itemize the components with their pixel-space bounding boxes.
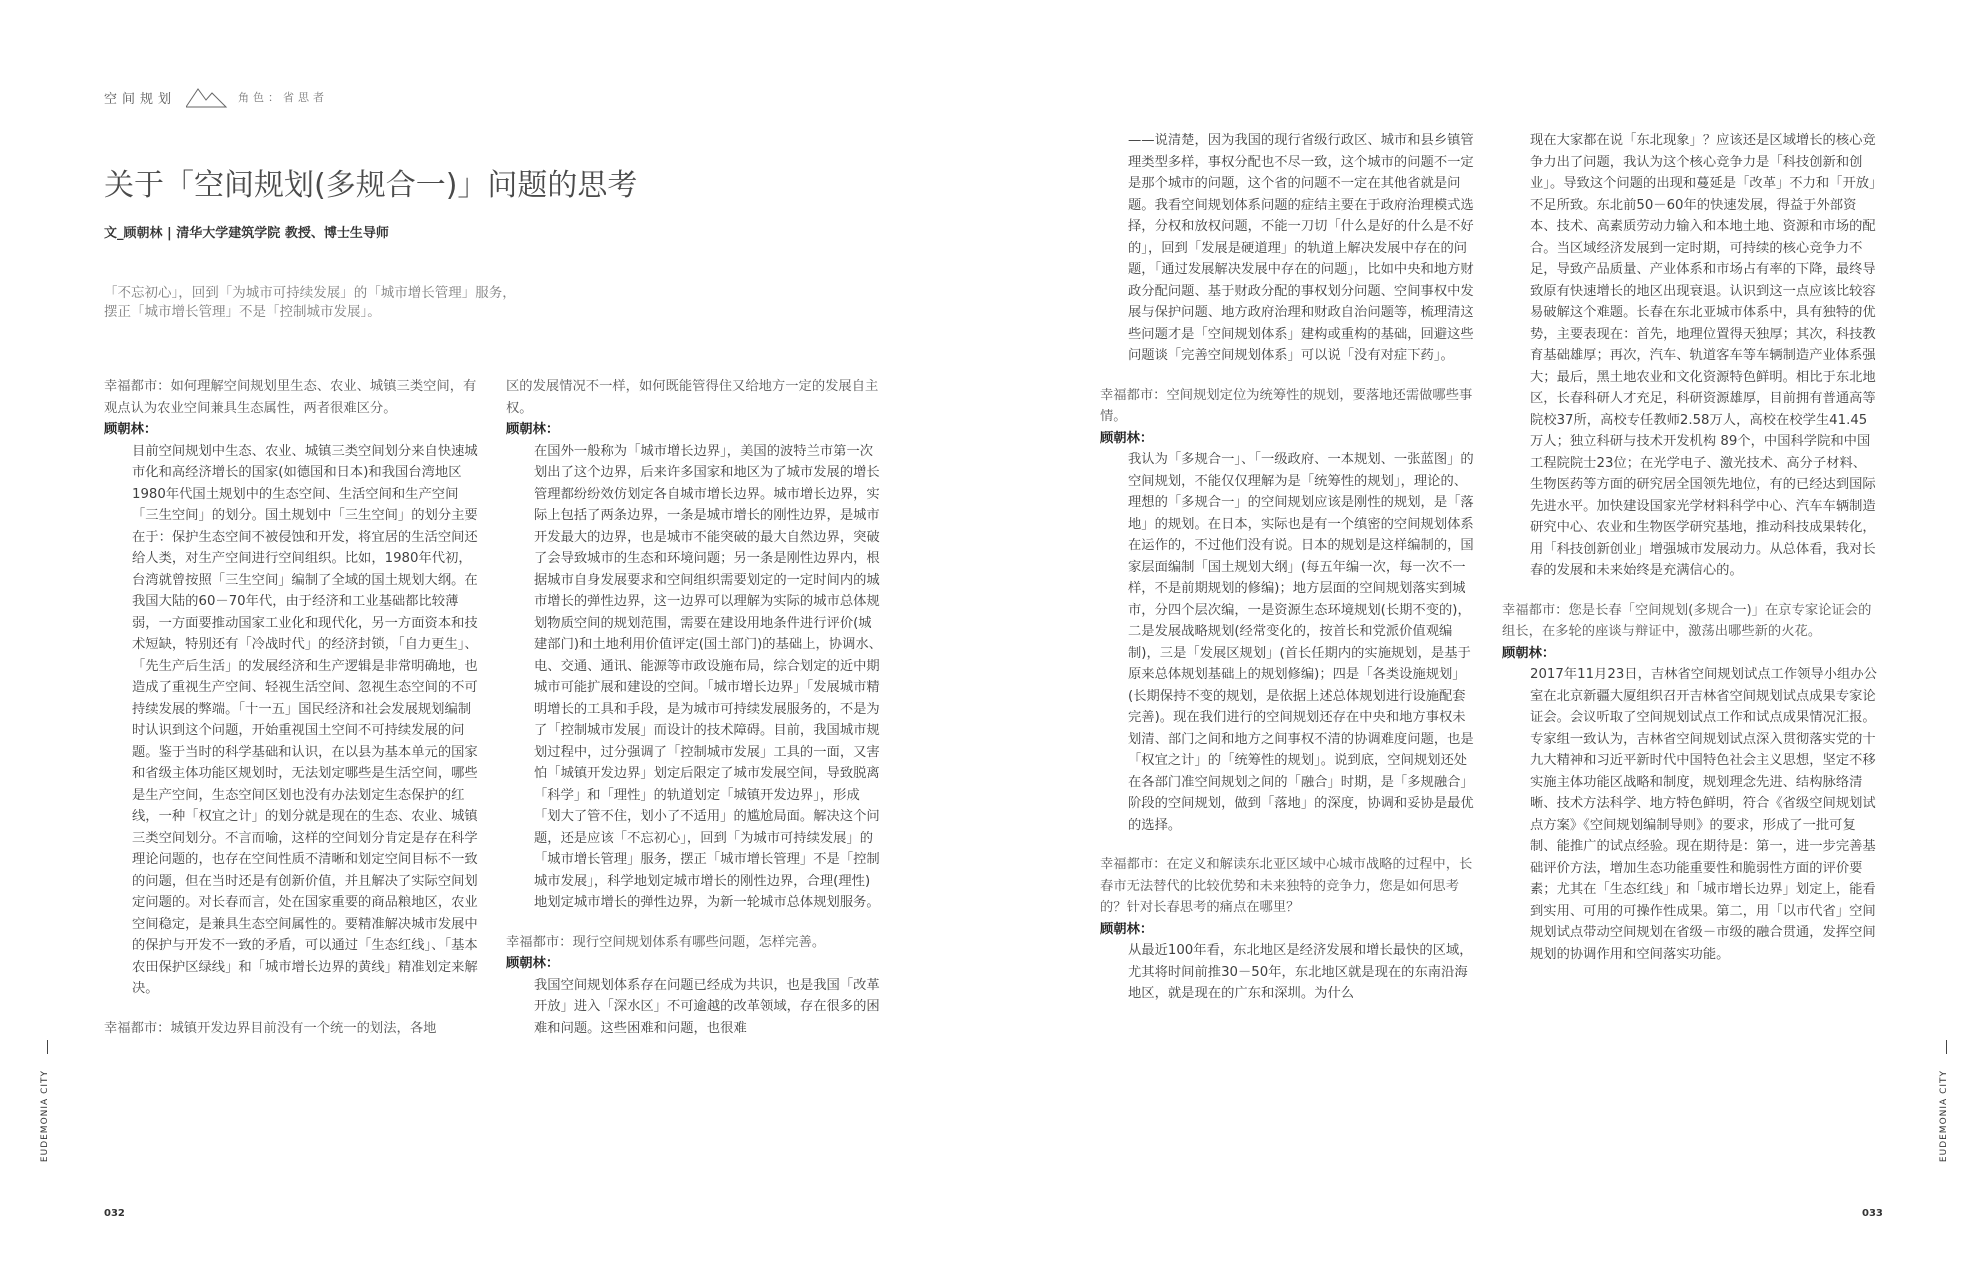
- side-tick-left: [47, 1040, 48, 1054]
- answer-text: 从最近100年看，东北地区是经济发展和增长最快的区域，尤其将时间前推30－50年，东北地区就是现在的东南沿海地区，就是现在的广东和深圳。为什么: [1128, 943, 1473, 1001]
- answer-text: 在国外一般称为「城市增长边界」，美国的波特兰市第一次划出了这个边界，后来许多国家和地区为了城市发展的增长管理都纷纷效仿划定各自城市增长边界。城市增长边界，实际上包括了两条边界，一条是城市增长的刚性边界，是城市开发最大的边界，也是城市不能突破的最大自然边界，突破了会导致城市的生态和环境问题；另一条是刚性边界内，根据城市自身发展要求和空间组织需要划定的一定时间内的城市增长的弹性边界，这一边界可以理解为实际的城市总体规划物质空间的规划范围，需要在建设用地条件进行评价(城建部门)和土地利用价值评定(国土部门)的基础上，协调水、电、交通、通讯、能源等市政设施布局，综合划定的近中期城市可能扩展和建设的空间。「城市增长边界」「发展城市精明增长的工具和手段，是为城市可持续发展服务的，不是为了「控制城市发展」而设计的技术障碍。目前，我国城市规划过程中，过分强调了「控制城市发展」工具的一面，又害怕「城镇开发边界」划定后限定了城市发展空间，导致脱离「科学」和「理性」的轨道划定「城镇开发边界」，形成「划大了管不住，划小了不适用」的尴尬局面。解决这个问题，还是应该「不忘初心」，回到「为城市可持续发展」的「城市增长管理」服务，摆正「城市增长管理」不是「控制城市发展」，科学地划定城市增长的刚性边界，合理(理性)地划定城市增长的弹性边界，为新一轮城市总体规划服务。: [534, 443, 882, 910]
- answer-text: 我国空间规划体系存在问题已经成为共识，也是我国「改革开放」进入「深水区」不可逾越的改革领域，存在很多的困难和问题。这些困难和问题，也很难: [534, 977, 880, 1036]
- question: 幸福都市：空间规划定位为统筹性的规划，要落地还需做哪些事情。: [1100, 387, 1473, 424]
- question: 幸福都市：您是长春「空间规划(多规合一)」在京专家论证会的组长，在多轮的座谈与辩证中，激荡出哪些新的火花。: [1502, 602, 1872, 639]
- answer-label: 顾朝林：: [506, 956, 560, 971]
- column-2: [506, 376, 882, 1039]
- column-1: [104, 376, 480, 1039]
- answer-text: 2017年11月23日，吉林省空间规划试点工作领导小组办公室在北京新疆大厦组织召开吉林省空间规划试点成果专家论证会。会议听取了空间规划试点工作和试点成果情况汇报。专家组一致认为，吉林省空间规划试点深入贯彻落实党的十九大精神和习近平新时代中国特色社会主义思想，坚定不移实施主体功能区战略和制度，规划理念先进、结构脉络清晰、技术方法科学、地方特色鲜明，符合《省级空间规划试点方案》《空间规划编制导则》的要求，形成了一批可复制、能推广的试点经验。现在期待是：第一，进一步完善基础评价方法，增加生态功能重要性和脆弱性方面的评价要素；尤其在「生态红线」和「城市增长边界」划定上，能看到实用、可用的可操作性成果。第二，用「以市代省」空间规划试点带动空间规划在省级－市级的融合贯通，发挥空间规划的协调作用和空间落实功能。: [1530, 667, 1877, 962]
- mountain-icon: [186, 86, 228, 108]
- question: 幸福都市：现行空间规划体系有哪些问题，怎样完善。: [506, 934, 826, 950]
- side-label-left: EUDEMONIA CITY: [40, 1070, 50, 1163]
- answer-text: 目前空间规划中生态、农业、城镇三类空间划分来自快速城市化和高经济增长的国家(如德国和日本)和我国台湾地区1980年代国土规划中的生态空间、生活空间和生产空间「三生空间」的划分。国土规划中「三生空间」的划分主要在于：保护生态空间不被侵蚀和开发，将宜居的生活空间还给人类，对生产空间进行空间组织。比如，1980年代初，台湾就曾按照「三生空间」编制了全域的国土规划大纲。在我国大陆的60－70年代，由于经济和工业基础都比较薄弱，一方面要推动国家工业化和现代化，另一方面资本和技术短缺，特别还有「冷战时代」的经济封锁，「自力更生」、「先生产后生活」的发展经济和生产逻辑是非常明确地，也造成了重视生产空间、轻视生活空间、忽视生态空间的不可持续发展的弊端。「十一五」国民经济和社会发展规划编制时认识到这个问题，开始重视国土空间不可持续发展的问题。鉴于当时的科学基础和认识，在以县为基本单元的国家和省级主体功能区规划时，无法划定哪些是生活空间，哪些是生产空间，生态空间区划也没有办法划定生态保护的红线，一种「权宜之计」的划分就是现在的生态、农业、城镇三类空间划分。不言而喻，这样的空间划分肯定是存在科学理论问题的，也存在空间性质不清晰和划定空间目标不一致的问题，但在当时还是有创新价值，并且解决了实际空间划定问题的。对长春而言，处在国家重要的商品粮地区，农业空间稳定，是兼具生态空间属性的。要精准解决城市发展中的保护与开发不一致的矛盾，可以通过「生态红线」、「基本农田保护区绿线」和「城市增长边界的黄线」精准划定来解决。: [132, 443, 478, 996]
- answer-text-continued: ——说清楚，因为我国的现行省级行政区、城市和县乡镇管理类型多样，事权分配也不尽一致，这个城市的问题不一定是那个城市的问题，这个省的问题不一定在其他省就是问题。我看空间规划体系问题的症结主要在于政府治理模式选择，分权和放权问题，不能一刀切「什么是好的什么是不好的」，回到「发展是硬道理」的轨道上解决发展中存在的问题，「通过发展解决发展中存在的问题」，比如中央和地方财政分配问题、基于财政分配的事权划分问题、空间事权中发展与保护问题、地方政府治理和财政自治问题等，梳理清这些问题才是「空间规划体系」建构或重构的基础，回避这些问题谈「完善空间规划体系」可以说「没有对症下药」。: [1128, 133, 1474, 363]
- section-header: [104, 86, 328, 108]
- answer-label: 顾朝林：: [506, 422, 560, 437]
- answer-label: 顾朝林：: [104, 422, 158, 437]
- page-number-left: 032: [104, 1208, 125, 1219]
- page-title: 关于「空间规划(多规合一)」问题的思考: [104, 168, 638, 203]
- question-continued: 区的发展情况不一样，如何既能管得住又给地方一定的发展自主权。: [506, 379, 879, 416]
- lead-text: [104, 284, 516, 322]
- question: 幸福都市：如何理解空间规划里生态、农业、城镇三类空间，有观点认为农业空间兼具生态属性，两者很难区分。: [104, 379, 477, 416]
- answer-text: 我认为「多规合一」、「一级政府、一本规划、一张蓝图」的空间规划，不能仅仅理解为是「统筹性的规划」，理论的、理想的「多规合一」的空间规划应该是刚性的规划，是「落地」的规划。在日本，实际也是有一个缜密的空间规划体系在运作的，不过他们没有说。日本的规划是这样编制的，国家层面编制「国土规划大纲」(每五年编一次，每一次不一样，不是前期规划的修编)；地方层面的空间规划落实到城市，分四个层次编，一是资源生态环境规划(长期不变的)，二是发展战略规划(经常变化的，按首长和党派价值观编制)，三是「发展区规划」(首长任期内的实施规划，是基于原来总体规划基础上的规划修编)；四是「各类设施规划」(长期保持不变的规划，是依据上述总体规划进行设施配套完善)。现在我们进行的空间规划还存在中央和地方事权未划清、部门之间和地方之间事权不清的协调难度问题，也是「权宜之计」的「统筹性的规划」。说到底，空间规划还处在各部门准空间规划之间的「融合」时期，是「多规融合」阶段的空间规划，做到「落地」的深度，协调和妥协是最优的选择。: [1128, 452, 1474, 833]
- side-tick-right: [1946, 1040, 1947, 1054]
- answer-label: 顾朝林：: [1100, 430, 1154, 446]
- answer-label: 顾朝林：: [1502, 645, 1556, 661]
- side-label-right: EUDEMONIA CITY: [1939, 1070, 1949, 1163]
- column-4: [1502, 130, 1878, 965]
- column-3: [1100, 130, 1476, 1005]
- answer-label: 顾朝林：: [1100, 921, 1154, 937]
- byline: 文_顾朝林 | 清华大学建筑学院 教授、博士生导师: [104, 226, 389, 241]
- question: 幸福都市：在定义和解读东北亚区域中心城市战略的过程中，长春市无法替代的比较优势和未来独特的竞争力，您是如何思考的？针对长春思考的痛点在哪里？: [1100, 857, 1473, 915]
- section-title: 空间规划: [104, 91, 177, 107]
- lead-line: 「不忘初心」，回到「为城市可持续发展」的「城市增长管理」服务，: [104, 285, 516, 301]
- answer-text-continued: 现在大家都在说「东北现象」？应该还是区域增长的核心竞争力出了问题，我认为这个核心竞争力是「科技创新和创业」。导致这个问题的出现和蔓延是「改革」不力和「开放」不足所致。东北前50－60年的快速发展，得益于外部资本、技术、高素质劳动力输入和本地土地、资源和市场的配合。当区域经济发展到一定时期，可持续的核心竞争力不足，导致产品质量、产业体系和市场占有率的下降，最终导致原有快速增长的地区出现衰退。认识到这一点应该比较容易破解这个难题。长春在东北亚城市体系中，具有独特的优势，主要表现在：首先，地理位置得天独厚；其次，科技教育基础雄厚；再次，汽车、轨道客车等车辆制造产业体系强大；最后，黑土地农业和文化资源特色鲜明。相比于东北地区，长春科研人才充足，科研资源雄厚，目前拥有普通高等院校37所，高校专任教师2.58万人，高校在校学生41.45万人；独立科研与技术开发机构 89个，中国科学院和中国工程院院士23位；在光学电子、激光技术、高分子材料、生物医药等方面的研究居全国领先地位，有的已经达到国际先进水平。加快建设国家光学材料科学中心、汽车车辆制造研究中心、农业和生物医学研究基地，推动科技成果转化，用「科技创新创业」增强城市发展动力。从总体看，我对长春的发展和未来始终是充满信心的。: [1530, 133, 1876, 578]
- question: 幸福都市：城镇开发边界目前没有一个统一的划法，各地: [104, 1020, 437, 1036]
- page-number-right: 033: [1862, 1208, 1883, 1219]
- lead-line: 摆正「城市增长管理」不是「控制城市发展」。: [104, 304, 381, 320]
- section-subtitle: 角色：省思者: [238, 91, 329, 104]
